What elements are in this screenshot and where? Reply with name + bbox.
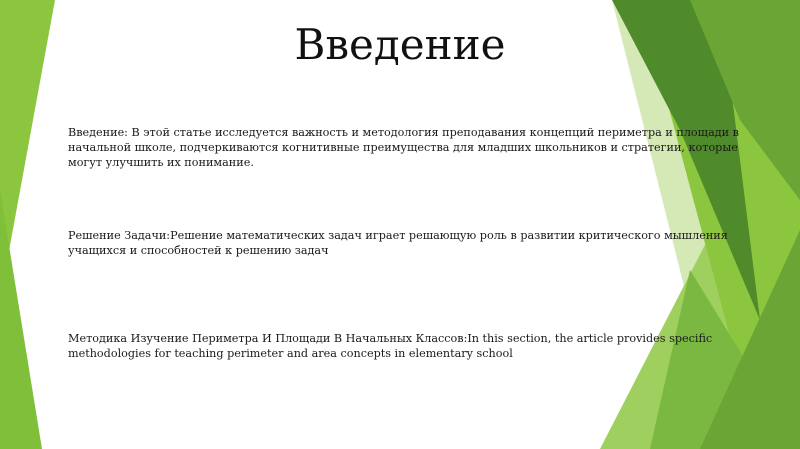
problem-solving-paragraph: Решение Задачи:Решение математических задач играет решающую роль в развитии критического мышления учащихся и способностей к решению задач <box>68 229 728 257</box>
slide-title: Введение <box>294 20 506 69</box>
left-green-wedge-lower <box>0 190 42 449</box>
intro-paragraph: Введение: В этой статье исследуется важность и методология преподавания концепций периметра и площади в начальной школе, подчеркиваются когнитивные преимущества для младших школьников и стратегии, которые могут улучшить их понимание. <box>68 126 739 169</box>
methodology-paragraph: Методика Изучение Периметра И Площади В Начальных Классов:In this section, the article provides specific methodologies for teaching perimeter and area concepts in elementary school <box>68 332 713 360</box>
